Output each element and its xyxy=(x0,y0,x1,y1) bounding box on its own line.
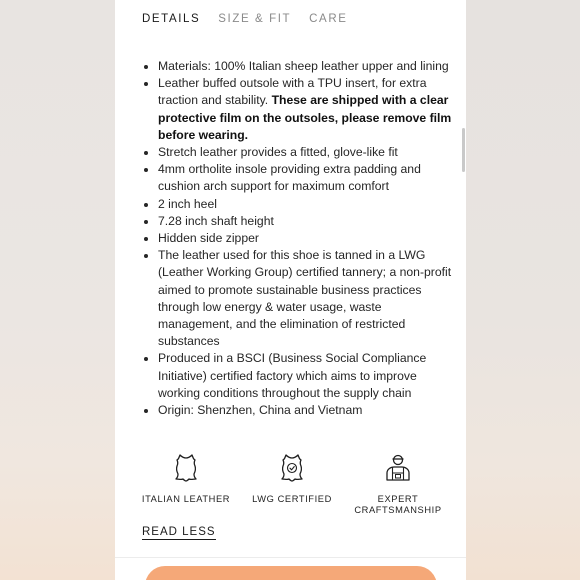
certified-leather-icon xyxy=(277,452,307,482)
leather-hide-icon xyxy=(171,452,201,482)
tab-bar xyxy=(142,13,348,25)
craftsman-icon xyxy=(383,452,413,482)
tab-size-fit[interactable]: SIZE & FIT xyxy=(218,13,292,25)
product-details-panel xyxy=(115,0,466,580)
list-item-bold-note: These are shipped with a clear protective film on the outsoles, please remove film before wearing. xyxy=(158,93,452,142)
feature-label: LWG CERTIFIED xyxy=(252,494,332,504)
feature-label: EXPERT CRAFTSMANSHIP xyxy=(354,494,442,515)
list-item: • Produced in a BSCI (Business Social Compliance Initiative) certified factory which aims to improve working conditions throughout the supply chain xyxy=(158,350,458,402)
feature-lwg-certified xyxy=(239,452,345,516)
read-less-link[interactable]: READ LESS xyxy=(142,526,216,538)
feature-label: ITALIAN LEATHER xyxy=(141,494,231,504)
feature-expert-craftsmanship xyxy=(345,452,451,516)
scrollbar-thumb[interactable] xyxy=(462,128,465,172)
list-item: • Origin: Shenzhen, China and Vietnam xyxy=(158,402,458,419)
list-item-text: Leather buffed outsole with a TPU insert, for extra traction and stability. xyxy=(158,76,427,108)
list-item: • Materials: 100% Italian sheep leather upper and lining xyxy=(158,58,458,75)
details-list xyxy=(141,58,458,419)
tab-care[interactable]: CARE xyxy=(309,13,348,25)
feature-badges xyxy=(133,452,451,516)
background-right xyxy=(466,0,580,580)
divider xyxy=(115,557,466,558)
tab-details[interactable]: DETAILS xyxy=(142,13,201,25)
list-item: • Hidden side zipper xyxy=(158,230,458,247)
list-item: • 4mm ortholite insole providing extra padding and cushion arch support for maximum comfort xyxy=(158,161,458,195)
list-item: • 7.28 inch shaft height xyxy=(158,213,458,230)
list-item: • The leather used for this shoe is tanned in a LWG (Leather Working Group) certified tannery; a non-profit aimed to promote sustainable business practices through low energy & water usage, waste management, and the elimination of restricted substances xyxy=(158,247,458,350)
background-left xyxy=(0,0,115,580)
add-to-bag-button[interactable] xyxy=(145,566,437,580)
list-item: • 2 inch heel xyxy=(158,196,458,213)
list-item: • Stretch leather provides a fitted, glove-like fit xyxy=(158,144,458,161)
list-item xyxy=(158,75,458,144)
feature-italian-leather xyxy=(133,452,239,516)
